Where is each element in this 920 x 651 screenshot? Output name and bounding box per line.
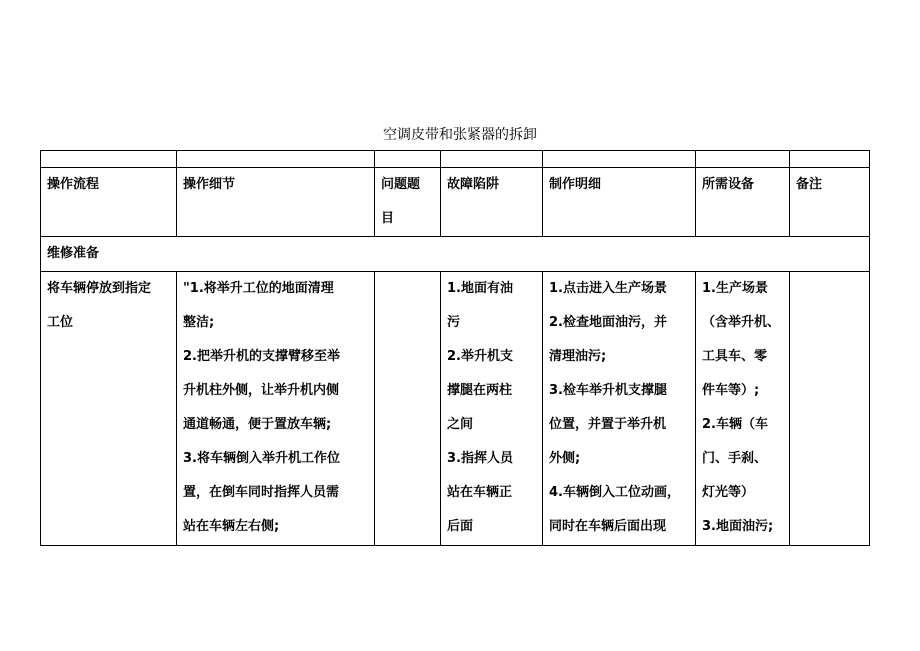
text-line: 门、手刹、: [702, 451, 768, 466]
text-line: 工具车、零: [702, 349, 768, 364]
header-row: [41, 168, 870, 237]
text-line: 3.指挥人员: [447, 451, 513, 466]
text-line: 后面: [447, 519, 474, 534]
table-cell: [441, 151, 543, 168]
text-line: 外侧;: [549, 451, 581, 466]
text-line: 站在车辆正: [447, 485, 513, 500]
text-line: 污: [447, 315, 461, 330]
page-title: 空调皮带和张紧器的拆卸: [383, 127, 537, 143]
cell-remark: [790, 272, 870, 546]
text-line: 整洁;: [183, 315, 215, 330]
text-line: 同时在车辆后面出现: [549, 519, 667, 534]
text-line: 站在车辆左右侧;: [183, 519, 280, 534]
table-row: [41, 272, 870, 546]
text-line: 2.举升机支: [447, 349, 513, 364]
text-line: 2.检查地面油污，并: [549, 315, 667, 330]
header-question-line2: 目: [381, 211, 395, 226]
cell-trap: [441, 272, 543, 546]
table-cell: [41, 151, 177, 168]
text-line: 2.把举升机的支撑臂移至举: [183, 349, 340, 364]
text-line: 之间: [447, 417, 474, 432]
header-question: [375, 168, 441, 237]
table-cell: [696, 151, 790, 168]
cell-process: [41, 272, 177, 546]
text-line: （含举升机、: [702, 315, 781, 330]
header-detail: 操作细节: [177, 168, 375, 237]
header-production: 制作明细: [543, 168, 696, 237]
cell-question: [375, 272, 441, 546]
table-cell: [790, 151, 870, 168]
table-cell: [375, 151, 441, 168]
text-line: 清理油污;: [549, 349, 607, 364]
header-equipment: 所需设备: [696, 168, 790, 237]
text-line: 通道畅通，便于置放车辆;: [183, 417, 332, 432]
procedure-table: [40, 150, 870, 546]
cell-detail: [177, 272, 375, 546]
section-title: 维修准备: [41, 237, 870, 272]
text-line: 1.地面有油: [447, 281, 513, 296]
text-line: 3.检车举升机支撑腿: [549, 383, 667, 398]
text-line: 3.地面油污;: [702, 519, 774, 534]
text-line: 1.生产场景: [702, 281, 768, 296]
text-line: "1.将举升工位的地面清理: [183, 281, 334, 296]
text-line: 将车辆停放到指定: [47, 281, 152, 296]
text-line: 灯光等）: [702, 485, 755, 500]
text-line: 1.点击进入生产场景: [549, 281, 667, 296]
text-line: 2.车辆（车: [702, 417, 768, 432]
header-trap: 故障陷阱: [441, 168, 543, 237]
text-line: 工位: [47, 315, 74, 330]
table-cell: [177, 151, 375, 168]
text-line: 件车等）;: [702, 383, 760, 398]
section-row: [41, 237, 870, 272]
cell-equipment: [696, 272, 790, 546]
cell-production: [543, 272, 696, 546]
blank-row: [41, 151, 870, 168]
table-cell: [543, 151, 696, 168]
header-question-line1: 问题题: [381, 177, 421, 192]
text-line: 3.将车辆倒入举升机工作位: [183, 451, 340, 466]
header-remark: 备注: [790, 168, 870, 237]
text-line: 4.车辆倒入工位动画，: [549, 485, 680, 500]
text-line: 升机柱外侧，让举升机内侧: [183, 383, 340, 398]
text-line: 撑腿在两柱: [447, 383, 513, 398]
header-process: 操作流程: [41, 168, 177, 237]
text-line: 位置，并置于举升机: [549, 417, 667, 432]
text-line: 置，在倒车同时指挥人员需: [183, 485, 340, 500]
